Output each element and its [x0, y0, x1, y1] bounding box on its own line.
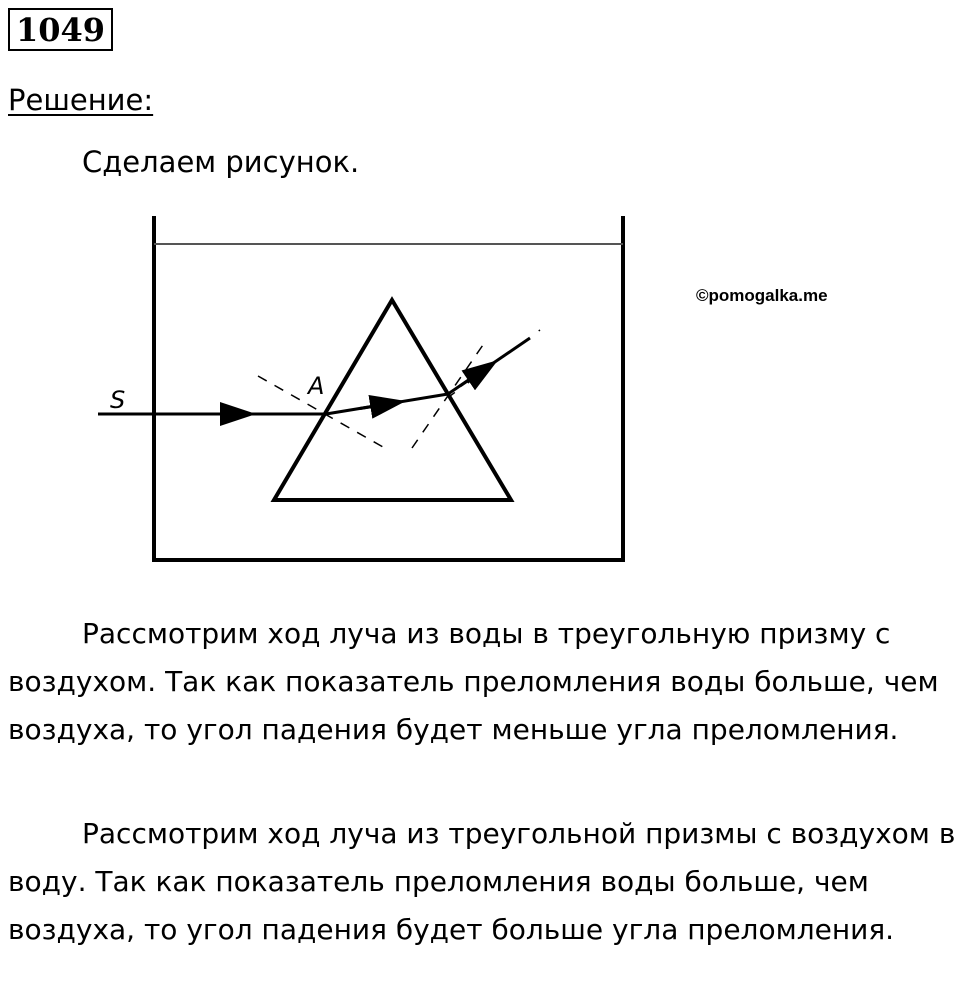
prism-diagram — [90, 208, 650, 573]
watermark: ©pomogalka.me — [696, 286, 828, 305]
prism-triangle — [274, 300, 511, 500]
intro-text: Сделаем рисунок. — [82, 145, 360, 179]
emergent-ray-arrow — [460, 364, 493, 387]
solution-heading: Решение: — [8, 83, 154, 117]
refracted-ray-arrow — [360, 402, 400, 409]
source-label: S — [110, 386, 126, 414]
normal-line-b — [412, 342, 485, 448]
paragraph-2: Рассмотрим ход луча из треугольной призмы с воздухом в воду. Так как показатель преломления воды больше, чем воздуха, то угол падения будет больше угла преломления. — [8, 817, 956, 946]
vessel-outline — [154, 216, 623, 560]
point-a-label: A — [308, 372, 325, 400]
problem-number: 1049 — [8, 8, 113, 51]
paragraph-1: Рассмотрим ход луча из воды в треугольную призму с воздухом. Так как показатель преломления воды больше, чем воздуха, то угол падения будет меньше угла преломления. — [8, 617, 939, 746]
